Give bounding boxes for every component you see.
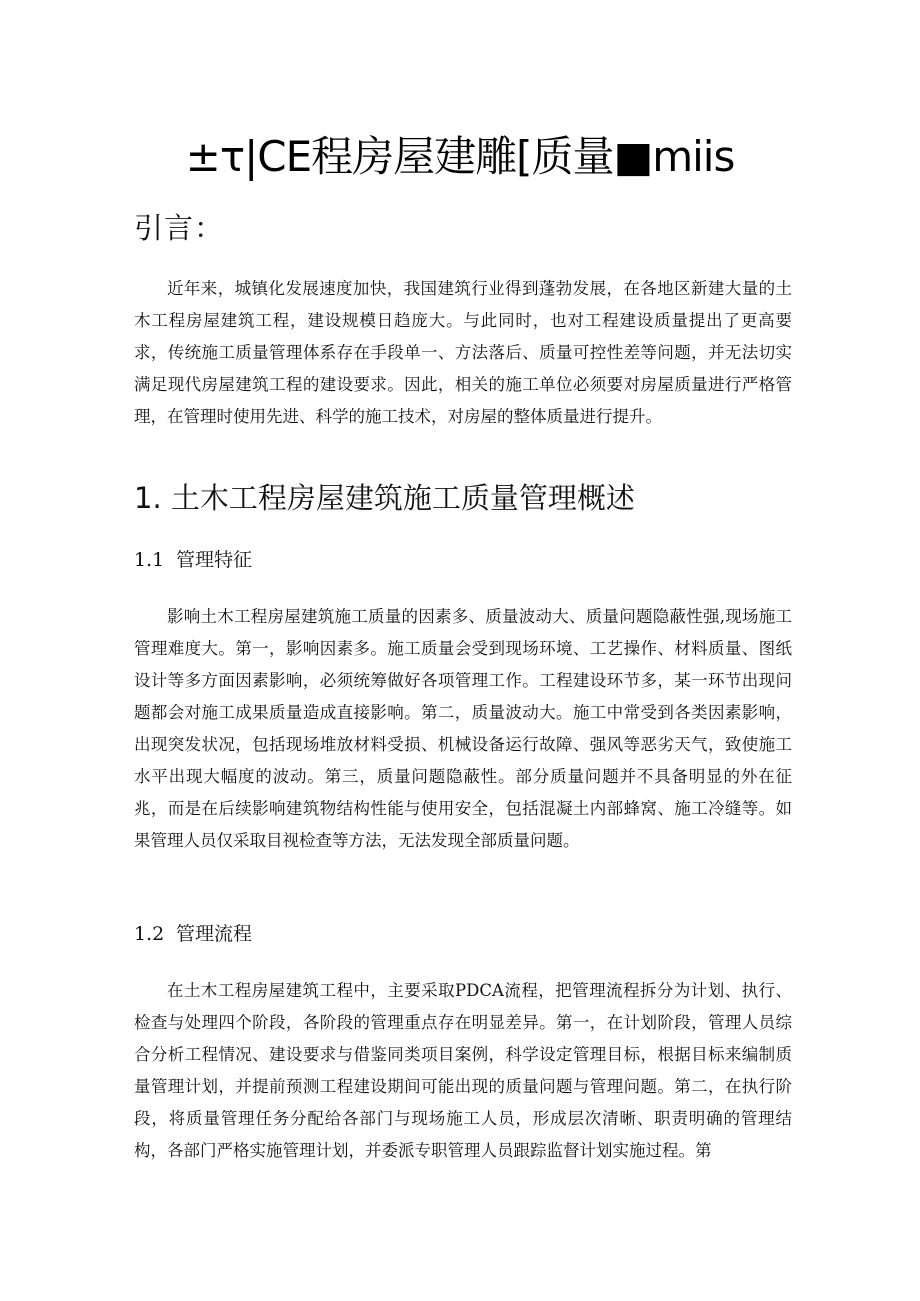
subsection-1-1-heading [134, 545, 252, 572]
subsection-label: 管理流程 [176, 923, 253, 945]
subsection-number: 1.2 [134, 923, 165, 945]
intro-heading: 引言： [134, 211, 225, 245]
paragraph-1-1: 影响土木工程房屋建筑施工质量的因素多、质量波动大、质量问题隐蔽性强,现场施工管理难度大。第一，影响因素多。施工质量会受到现场环境、工艺操作、材料质量、图纸设计等多方面因素影响，必须统筹做好各项管理工作。工程建设环节多，某一环节出现问题都会对施工成果质量造成直接影响。第二，质量波动大。施工中常受到各类因素影响，出现突发状况，包括现场堆放材料受损、机械设备运行故障、强风等恶劣天气，致使施工水平出现大幅度的波动。第三，质量问题隐蔽性。部分质量问题并不具备明显的外在征兆，而是在后续影响建筑物结构性能与使用安全，包括混凝土内部蜂窝、施工冷缝等。如果管理人员仅采取目视检查等方法，无法发现全部质量问题。 [134, 607, 792, 850]
intro-paragraph: 近年来，城镇化发展速度加快，我国建筑行业得到蓬勃发展，在各地区新建大量的土木工程房屋建筑工程，建设规模日趋庞大。与此同时，也对工程建设质量提出了更高要求，传统施工质量管理体系存在手段单一、方法落后、质量可控性差等问题，并无法切实满足现代房屋建筑工程的建设要求。因此，相关的施工单位必须要对房屋质量进行严格管理，在管理时使用先进、科学的施工技术，对房屋的整体质量进行提升。 [134, 279, 792, 426]
document-title: ±τ|CE程房屋建雕[质量■miis [185, 132, 735, 181]
section-1-heading: 1. 土木工程房屋建筑施工质量管理概述 [134, 481, 635, 515]
paragraph-1-2: 在土木工程房屋建筑工程中，主要采取PDCA流程，把管理流程拆分为计划、执行、检查与处理四个阶段，各阶段的管理重点存在明显差异。第一，在计划阶段，管理人员综合分析工程情况、建设要求与借鉴同类项目案例，科学设定管理目标，根据目标来编制质量管理计划，并提前预测工程建设期间可能出现的质量问题与管理问题。第二，在执行阶段，将质量管理任务分配给各部门与现场施工人员，形成层次清晰、职责明确的管理结构，各部门严格实施管理计划，并委派专职管理人员跟踪监督计划实施过程。第 [134, 981, 792, 1160]
subsection-number: 1.1 [134, 549, 165, 571]
subsection-label: 管理特征 [176, 549, 253, 571]
subsection-1-2-heading [134, 919, 252, 946]
